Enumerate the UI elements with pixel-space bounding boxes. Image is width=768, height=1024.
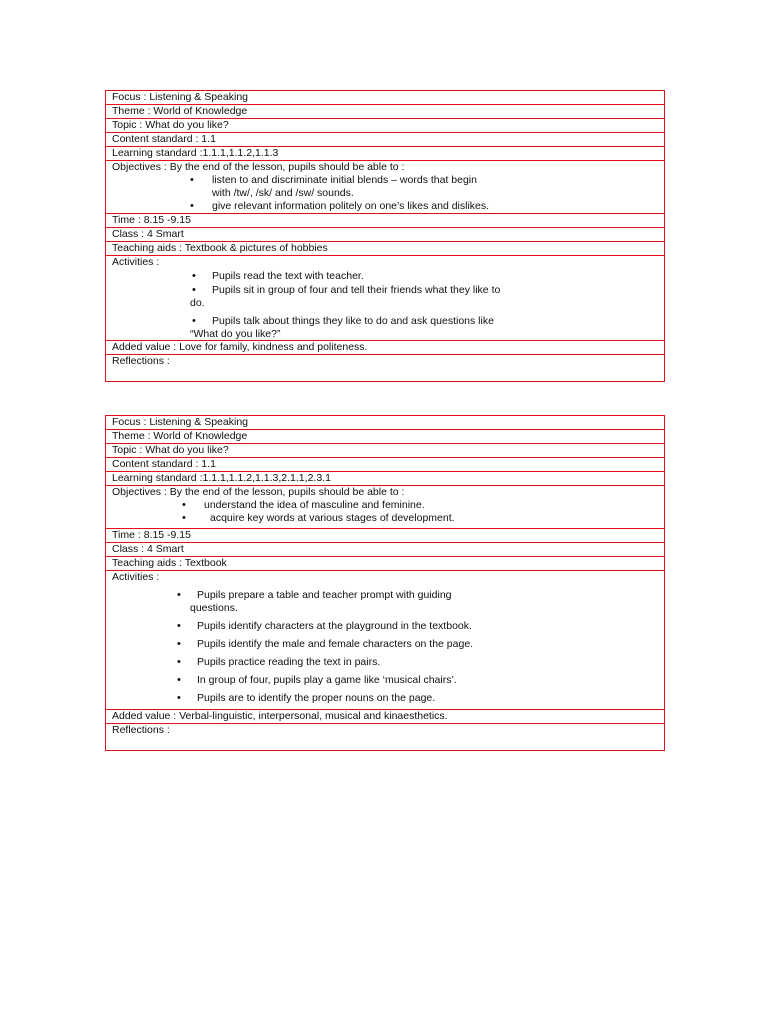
activity-item — [177, 638, 658, 651]
activity-item — [177, 589, 658, 615]
bullet-icon: • — [177, 589, 181, 601]
class-row: Class : 4 Smart — [105, 542, 665, 557]
activities-row — [105, 570, 665, 710]
activities-row — [105, 255, 665, 341]
class-row: Class : 4 Smart — [105, 227, 665, 242]
activity-text: Pupils sit in group of four and tell their friends what they like to — [212, 284, 501, 296]
activity-text: Pupils practice reading the text in pairs. — [197, 656, 381, 668]
activity-text: Pupils identify characters at the playground in the textbook. — [197, 620, 472, 632]
bullet-icon: • — [177, 674, 181, 686]
time-row: Time : 8.15 -9.15 — [105, 213, 665, 228]
objective-text: give relevant information politely on one’s likes and dislikes. — [212, 200, 490, 212]
objective-item — [190, 174, 658, 200]
focus-row: Focus : Listening & Speaking — [105, 90, 665, 105]
bullet-icon: • — [192, 315, 196, 327]
activity-text-cont: “What do you like?” — [190, 328, 281, 340]
bullet-icon: • — [182, 499, 186, 511]
objectives-list — [112, 499, 658, 525]
objectives-intro: Objectives : By the end of the lesson, pupils should be able to : — [112, 486, 405, 498]
activities-label: Activities : — [112, 256, 160, 268]
objective-text: acquire key words at various stages of development. — [210, 512, 455, 524]
activity-item — [177, 620, 658, 633]
reflections-row — [105, 354, 665, 382]
added-value-row: Added value : Verbal-linguistic, interpersonal, musical and kinaesthetics. — [105, 709, 665, 724]
objectives-row — [105, 485, 665, 529]
objective-text: understand the idea of masculine and feminine. — [204, 499, 425, 511]
bullet-icon: • — [177, 638, 181, 650]
activity-item — [190, 284, 658, 310]
activity-item — [192, 270, 658, 283]
added-value-row: Added value : Love for family, kindness and politeness. — [105, 340, 665, 355]
reflections-row — [105, 723, 665, 751]
learning-standard-row: Learning standard :1.1.1,1.1.2,1.1.3 — [105, 146, 665, 161]
objective-text-cont: with /tw/, /sk/ and /sw/ sounds. — [212, 187, 354, 199]
objectives-row — [105, 160, 665, 214]
activities-list — [112, 270, 658, 341]
theme-row: Theme : World of Knowledge — [105, 429, 665, 444]
topic-row: Topic : What do you like? — [105, 118, 665, 133]
lesson-plan-2 — [105, 415, 665, 751]
topic-row: Topic : What do you like? — [105, 443, 665, 458]
bullet-icon: • — [177, 656, 181, 668]
activity-item — [177, 692, 658, 705]
activity-text: Pupils read the text with teacher. — [212, 270, 364, 282]
theme-row: Theme : World of Knowledge — [105, 104, 665, 119]
activity-text-cont: questions. — [190, 602, 238, 614]
focus-row: Focus : Listening & Speaking — [105, 415, 665, 430]
activity-item — [177, 674, 658, 687]
bullet-icon: • — [177, 692, 181, 704]
teaching-aids-row: Teaching aids : Textbook — [105, 556, 665, 571]
reflections-label: Reflections : — [112, 724, 170, 736]
content-standard-row: Content standard : 1.1 — [105, 457, 665, 472]
objective-item — [182, 499, 658, 512]
activities-label: Activities : — [112, 571, 160, 583]
bullet-icon: • — [190, 200, 194, 212]
activity-text: Pupils prepare a table and teacher prompt with guiding — [197, 589, 452, 601]
activity-text: Pupils identify the male and female characters on the page. — [197, 638, 474, 650]
time-row: Time : 8.15 -9.15 — [105, 528, 665, 543]
objective-item — [190, 200, 658, 213]
activity-item — [190, 315, 658, 341]
activity-text: Pupils are to identify the proper nouns on the page. — [197, 692, 436, 704]
activity-item — [177, 656, 658, 669]
bullet-icon: • — [192, 284, 196, 296]
activity-text: In group of four, pupils play a game like ‘musical chairs’. — [197, 674, 457, 686]
activity-text-cont: do. — [190, 297, 205, 309]
bullet-icon: • — [182, 512, 186, 524]
bullet-icon: • — [190, 174, 194, 186]
content-standard-row: Content standard : 1.1 — [105, 132, 665, 147]
teaching-aids-row: Teaching aids : Textbook & pictures of hobbies — [105, 241, 665, 256]
activity-text: Pupils talk about things they like to do and ask questions like — [212, 315, 494, 327]
bullet-icon: • — [177, 620, 181, 632]
learning-standard-row: Learning standard :1.1.1,1.1.2,1.1.3,2.1.1,2.3.1 — [105, 471, 665, 486]
objective-text: listen to and discriminate initial blends – words that begin — [212, 174, 477, 186]
activities-list — [112, 589, 658, 705]
objective-item — [182, 512, 658, 525]
reflections-label: Reflections : — [112, 355, 170, 367]
objectives-list — [112, 174, 658, 213]
bullet-icon: • — [192, 270, 196, 282]
objectives-intro: Objectives : By the end of the lesson, pupils should be able to : — [112, 161, 405, 173]
lesson-plan-1 — [105, 90, 665, 382]
